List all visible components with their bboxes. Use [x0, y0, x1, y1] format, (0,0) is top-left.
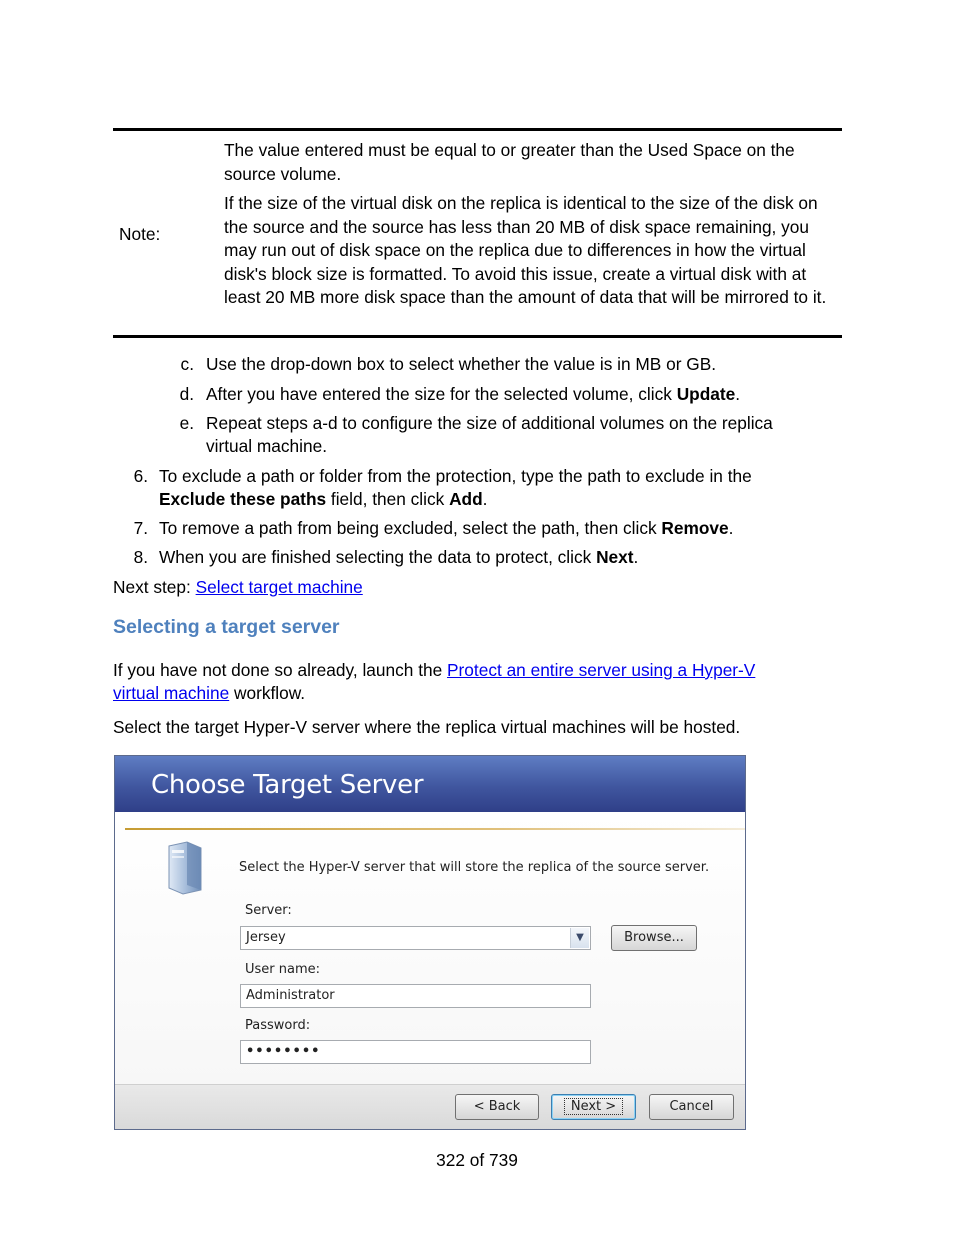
note-body [224, 139, 838, 310]
protect-server-workflow-link[interactable]: Protect an entire server using a Hyper-V virtual machine [113, 660, 756, 704]
divider [125, 828, 745, 830]
choose-target-server-dialog [114, 755, 746, 1130]
cancel-button[interactable]: Cancel [649, 1094, 734, 1120]
server-icon [165, 840, 205, 896]
back-button[interactable]: < Back [455, 1094, 539, 1120]
next-step: Next step: Select target machine [113, 577, 363, 597]
note-paragraph-2: If the size of the virtual disk on the replica is identical to the size of the disk on the source and the source has less than 20 MB of disk space remaining, you may run out of disk space on the replica due to differences in how the virtual disk's block size is formatted. To avoid this issue, create a virtual disk with at least 20 MB more disk space than the amount of data that will be mirrored to it. [224, 193, 827, 307]
note-paragraph-1: The value entered must be equal to or greater than the Used Space on the source volume. [224, 140, 795, 184]
chevron-down-icon[interactable]: ▼ [570, 928, 589, 948]
server-combobox[interactable] [240, 926, 591, 950]
page-number: 322 of 739 [436, 1150, 518, 1170]
list-marker: 6. [133, 466, 148, 486]
section-heading: Selecting a target server [113, 616, 340, 638]
password-label: Password: [245, 1018, 311, 1033]
list-marker: 7. [133, 518, 148, 538]
list-text: Repeat steps a-d to configure the size of additional volumes on the replica virtual machine. [206, 413, 773, 457]
list-text: Use the drop-down box to select whether the value is in MB or GB. [206, 354, 717, 374]
instruction-paragraph: Select the target Hyper-V server where the replica virtual machines will be hosted. [113, 717, 741, 737]
username-input[interactable]: Administrator [240, 984, 591, 1008]
intro-paragraph: If you have not done so already, launch the Protect an entire server using a Hyper-V virtual machine workflow. [113, 660, 756, 704]
list-text: To remove a path from being excluded, select the path, then click Remove. [159, 518, 734, 538]
select-target-machine-link[interactable]: Select target machine [195, 577, 363, 597]
list-marker: d. [179, 384, 194, 404]
next-button[interactable]: Next > [551, 1094, 636, 1120]
dialog-body [115, 812, 745, 1084]
username-label: User name: [245, 962, 321, 977]
dialog-title: Choose Target Server [151, 770, 424, 800]
password-input[interactable]: •••••••• [240, 1040, 591, 1064]
list-marker: 8. [133, 547, 148, 567]
list-text: After you have entered the size for the selected volume, click Update. [206, 384, 741, 404]
dialog-header [115, 756, 745, 812]
browse-button[interactable]: Browse... [611, 925, 697, 951]
dialog-description: Select the Hyper-V server that will store the replica of the source server. [239, 860, 710, 875]
list-text: When you are finished selecting the data to protect, click Next. [159, 547, 639, 567]
list-text: To exclude a path or folder from the protection, type the path to exclude in the Exclude these paths field, then click Add. [159, 466, 752, 510]
server-value: Jersey [246, 930, 286, 945]
note-table [113, 128, 842, 338]
list-marker: e. [179, 413, 194, 433]
list-marker: c. [180, 354, 194, 374]
server-label: Server: [245, 903, 292, 918]
note-label: Note: [119, 224, 161, 244]
dialog-footer [115, 1084, 745, 1130]
